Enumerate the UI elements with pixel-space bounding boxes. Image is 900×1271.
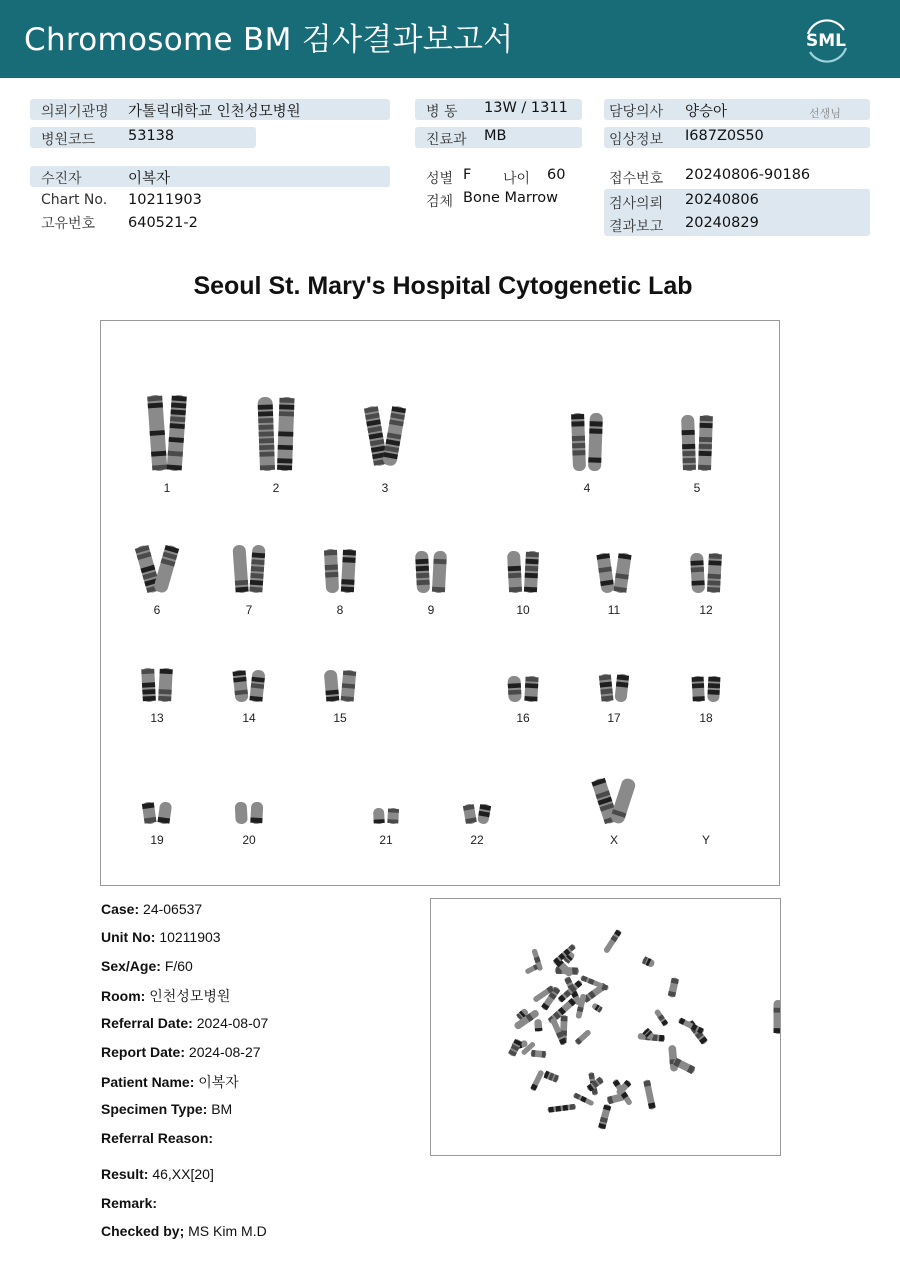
chromosome-13-a <box>141 668 156 703</box>
checked-line <box>101 1223 267 1239</box>
unit-label: Unit No: <box>101 929 156 945</box>
chromosome-12-b <box>707 553 722 594</box>
referral-date-line <box>101 1015 268 1031</box>
chrom-label: 13 <box>150 711 164 725</box>
room-value: 인천성모병원 <box>149 988 231 1004</box>
metaphase-spread <box>431 899 780 1155</box>
metaphase-chromosome <box>774 1000 781 1034</box>
chromosome-9-b <box>432 551 447 594</box>
request-date-value: 20240806 <box>685 192 759 208</box>
sml-logo <box>800 14 852 66</box>
metaphase-chromosome <box>580 975 609 991</box>
sexage-line <box>101 958 193 974</box>
chromosome-20-a <box>235 802 248 825</box>
case-line <box>101 901 202 917</box>
checked-label: Checked by; <box>101 1223 185 1239</box>
department-label: 진료과 <box>426 132 467 148</box>
chromosome-x-b <box>609 777 637 825</box>
case-value: 24-06537 <box>143 901 203 917</box>
chromosome-2-b <box>277 397 295 471</box>
chromosome-6-b <box>153 544 180 594</box>
chrom-label: X <box>609 833 618 847</box>
age-value: 60 <box>547 167 566 183</box>
examinee-bar <box>30 166 390 187</box>
karyogram-panel <box>100 320 780 886</box>
chart-no-value: 10211903 <box>128 192 202 208</box>
chrom-label: 3 <box>381 481 389 495</box>
room-label: Room: <box>101 988 146 1004</box>
chrom-label: 10 <box>516 603 530 617</box>
metaphase-chromosome <box>524 964 538 975</box>
chrom-label: 21 <box>379 833 393 847</box>
chromosome-7-a <box>232 545 248 594</box>
case-label: Case: <box>101 901 140 917</box>
specimen-value: Bone Marrow <box>463 190 559 206</box>
chromosome-9-a <box>415 551 430 594</box>
chromosome-12-a <box>690 553 705 594</box>
chromosome-8-b <box>341 549 356 594</box>
chromosome-1-a <box>147 395 167 472</box>
metaphase-chromosome <box>643 1079 656 1110</box>
chromosome-7-b <box>249 545 265 594</box>
chromosome-10-b <box>524 551 539 594</box>
metaphase-chromosome <box>591 1002 603 1013</box>
chromosome-14-b <box>249 669 265 702</box>
unit-line <box>101 929 221 945</box>
chromosome-11-b <box>613 552 631 593</box>
examinee-label: 수진자 <box>41 171 82 187</box>
chromosome-8-a <box>324 549 339 594</box>
referral-reason-label: Referral Reason: <box>101 1130 214 1146</box>
chromosome-21-b <box>387 808 399 825</box>
report-title: Chromosome BM 검사결과보고서 <box>24 22 514 58</box>
chrom-label: 20 <box>242 833 256 847</box>
age-label: 나이 <box>503 171 531 187</box>
chromosome-17-a <box>599 673 614 702</box>
result-label: Result: <box>101 1166 149 1182</box>
chromosome-15-b <box>341 669 357 702</box>
patient-name-line <box>101 1072 239 1092</box>
chrom-label: 5 <box>693 481 701 495</box>
chrom-label: 15 <box>333 711 347 725</box>
chrom-label: 4 <box>583 481 591 495</box>
report-date-value: 2024-08-27 <box>188 1044 261 1060</box>
metaphase-chromosome <box>598 1104 612 1130</box>
chrom-label: 16 <box>516 711 530 725</box>
specimen-label: 검체 <box>426 194 454 210</box>
chromosome-14-a <box>232 669 248 702</box>
chrom-label: 8 <box>336 603 344 617</box>
metaphase-chromosome <box>672 1057 696 1074</box>
chrom-label: 19 <box>150 833 164 847</box>
hospital-code-label: 병원코드 <box>41 132 96 148</box>
chrom-label: 6 <box>153 603 161 617</box>
chrom-label: 11 <box>607 603 621 617</box>
institution-label: 의뢰기관명 <box>41 104 109 120</box>
chromosome-16-b <box>524 676 538 703</box>
sex-label: 성별 <box>426 171 454 187</box>
chromosome-22-b <box>477 803 491 825</box>
remark-label: Remark: <box>101 1195 158 1211</box>
report-date-value: 20240829 <box>685 215 759 231</box>
sexage-label: Sex/Age: <box>101 958 161 974</box>
chromosome-17-b <box>614 673 629 702</box>
chrom-label: 18 <box>699 711 713 725</box>
metaphase-chromosome <box>678 1017 705 1034</box>
metaphase-image <box>430 898 781 1156</box>
unique-no-label: 고유번호 <box>41 216 96 232</box>
receipt-no-label: 접수번호 <box>609 171 664 187</box>
result-line <box>101 1166 214 1182</box>
checked-value: MS Kim M.D <box>188 1223 267 1239</box>
chrom-label: 14 <box>242 711 256 725</box>
chromosome-4-a <box>571 413 586 471</box>
metaphase-chromosome <box>530 1050 546 1058</box>
chromosome-16-a <box>507 676 521 703</box>
report-date-label: Report Date: <box>101 1044 186 1060</box>
chromosome-1-b <box>167 395 187 472</box>
chromosome-22-a <box>463 803 477 825</box>
chromosome-5-a <box>681 415 696 471</box>
department-value: MB <box>484 128 507 144</box>
chromosome-10-a <box>507 551 522 594</box>
unique-no-value: 640521-2 <box>128 215 198 231</box>
report-date-line <box>101 1044 261 1060</box>
chrom-label: 7 <box>245 603 253 617</box>
chromosome-11-a <box>596 552 614 593</box>
chromosome-2-a <box>257 397 275 471</box>
clinical-info-label: 임상정보 <box>609 132 664 148</box>
chrom-label: 2 <box>272 481 280 495</box>
doctor-label: 담당의사 <box>609 104 664 120</box>
room-line <box>101 986 230 1006</box>
chromosome-4-b <box>588 413 603 471</box>
chromosome-19-b <box>157 801 172 824</box>
clinical-info-value: I687Z0S50 <box>685 128 764 144</box>
chromosome-18-b <box>707 676 720 703</box>
sex-value: F <box>463 167 472 183</box>
report-label: 결과보고 <box>609 219 664 235</box>
patient-name-value: 이복자 <box>198 1074 239 1090</box>
metaphase-chromosome <box>543 1070 560 1082</box>
request-label: 검사의뢰 <box>609 196 664 212</box>
doctor-suffix: 선생님 <box>809 107 841 120</box>
patient-name-label: Patient Name: <box>101 1074 195 1090</box>
referral-reason-line <box>101 1130 213 1146</box>
chromosome-5-b <box>698 415 713 471</box>
chromosome-20-b <box>250 802 263 825</box>
unit-value: 10211903 <box>159 929 221 945</box>
referral-date-value: 2024-08-07 <box>196 1015 269 1031</box>
specimen-type-label: Specimen Type: <box>101 1101 208 1117</box>
ward-value: 13W / 1311 <box>484 100 568 116</box>
chrom-label: 1 <box>163 481 171 495</box>
specimen-type-line <box>101 1101 232 1117</box>
result-value: 46,XX[20] <box>152 1166 214 1182</box>
ward-label: 병 동 <box>426 104 458 120</box>
institution-value: 가톨릭대학교 인천성모병원 <box>128 104 301 120</box>
metaphase-chromosome <box>530 1069 545 1091</box>
specimen-type-value: BM <box>211 1101 233 1117</box>
chart-no-label: Chart No. <box>41 192 108 208</box>
chromosome-15-a <box>324 669 340 702</box>
chromosome-21-a <box>373 808 385 825</box>
metaphase-chromosome <box>641 956 655 968</box>
doctor-value: 양승아 <box>685 104 728 120</box>
metaphase-chromosome <box>668 977 680 998</box>
hospital-code-value: 53138 <box>128 128 175 144</box>
lab-title: Seoul St. Mary's Hospital Cytogenetic Lab <box>193 272 693 300</box>
metaphase-chromosome <box>603 929 622 954</box>
examinee-value: 이복자 <box>128 171 171 187</box>
chrom-label: 17 <box>607 711 621 725</box>
chrom-label: Y <box>701 833 710 847</box>
sml-logo-text: SML <box>806 31 846 51</box>
report-header <box>0 0 900 78</box>
chromosome-3-b <box>382 405 406 467</box>
chromosome-13-b <box>158 668 173 703</box>
metaphase-chromosome <box>654 1009 669 1027</box>
chrom-label: 22 <box>470 833 484 847</box>
chrom-label: 12 <box>699 603 713 617</box>
remark-line <box>101 1195 157 1211</box>
metaphase-chromosome <box>573 1092 595 1106</box>
chromosome-18-a <box>692 676 705 703</box>
chrom-label: 9 <box>427 603 435 617</box>
metaphase-chromosome <box>574 1029 591 1046</box>
chromosome-19-a <box>142 801 157 824</box>
referral-date-label: Referral Date: <box>101 1015 193 1031</box>
metaphase-chromosome <box>547 1104 576 1113</box>
metaphase-chromosome <box>534 1019 542 1032</box>
sexage-value: F/60 <box>164 958 193 974</box>
receipt-no-value: 20240806-90186 <box>685 167 811 183</box>
